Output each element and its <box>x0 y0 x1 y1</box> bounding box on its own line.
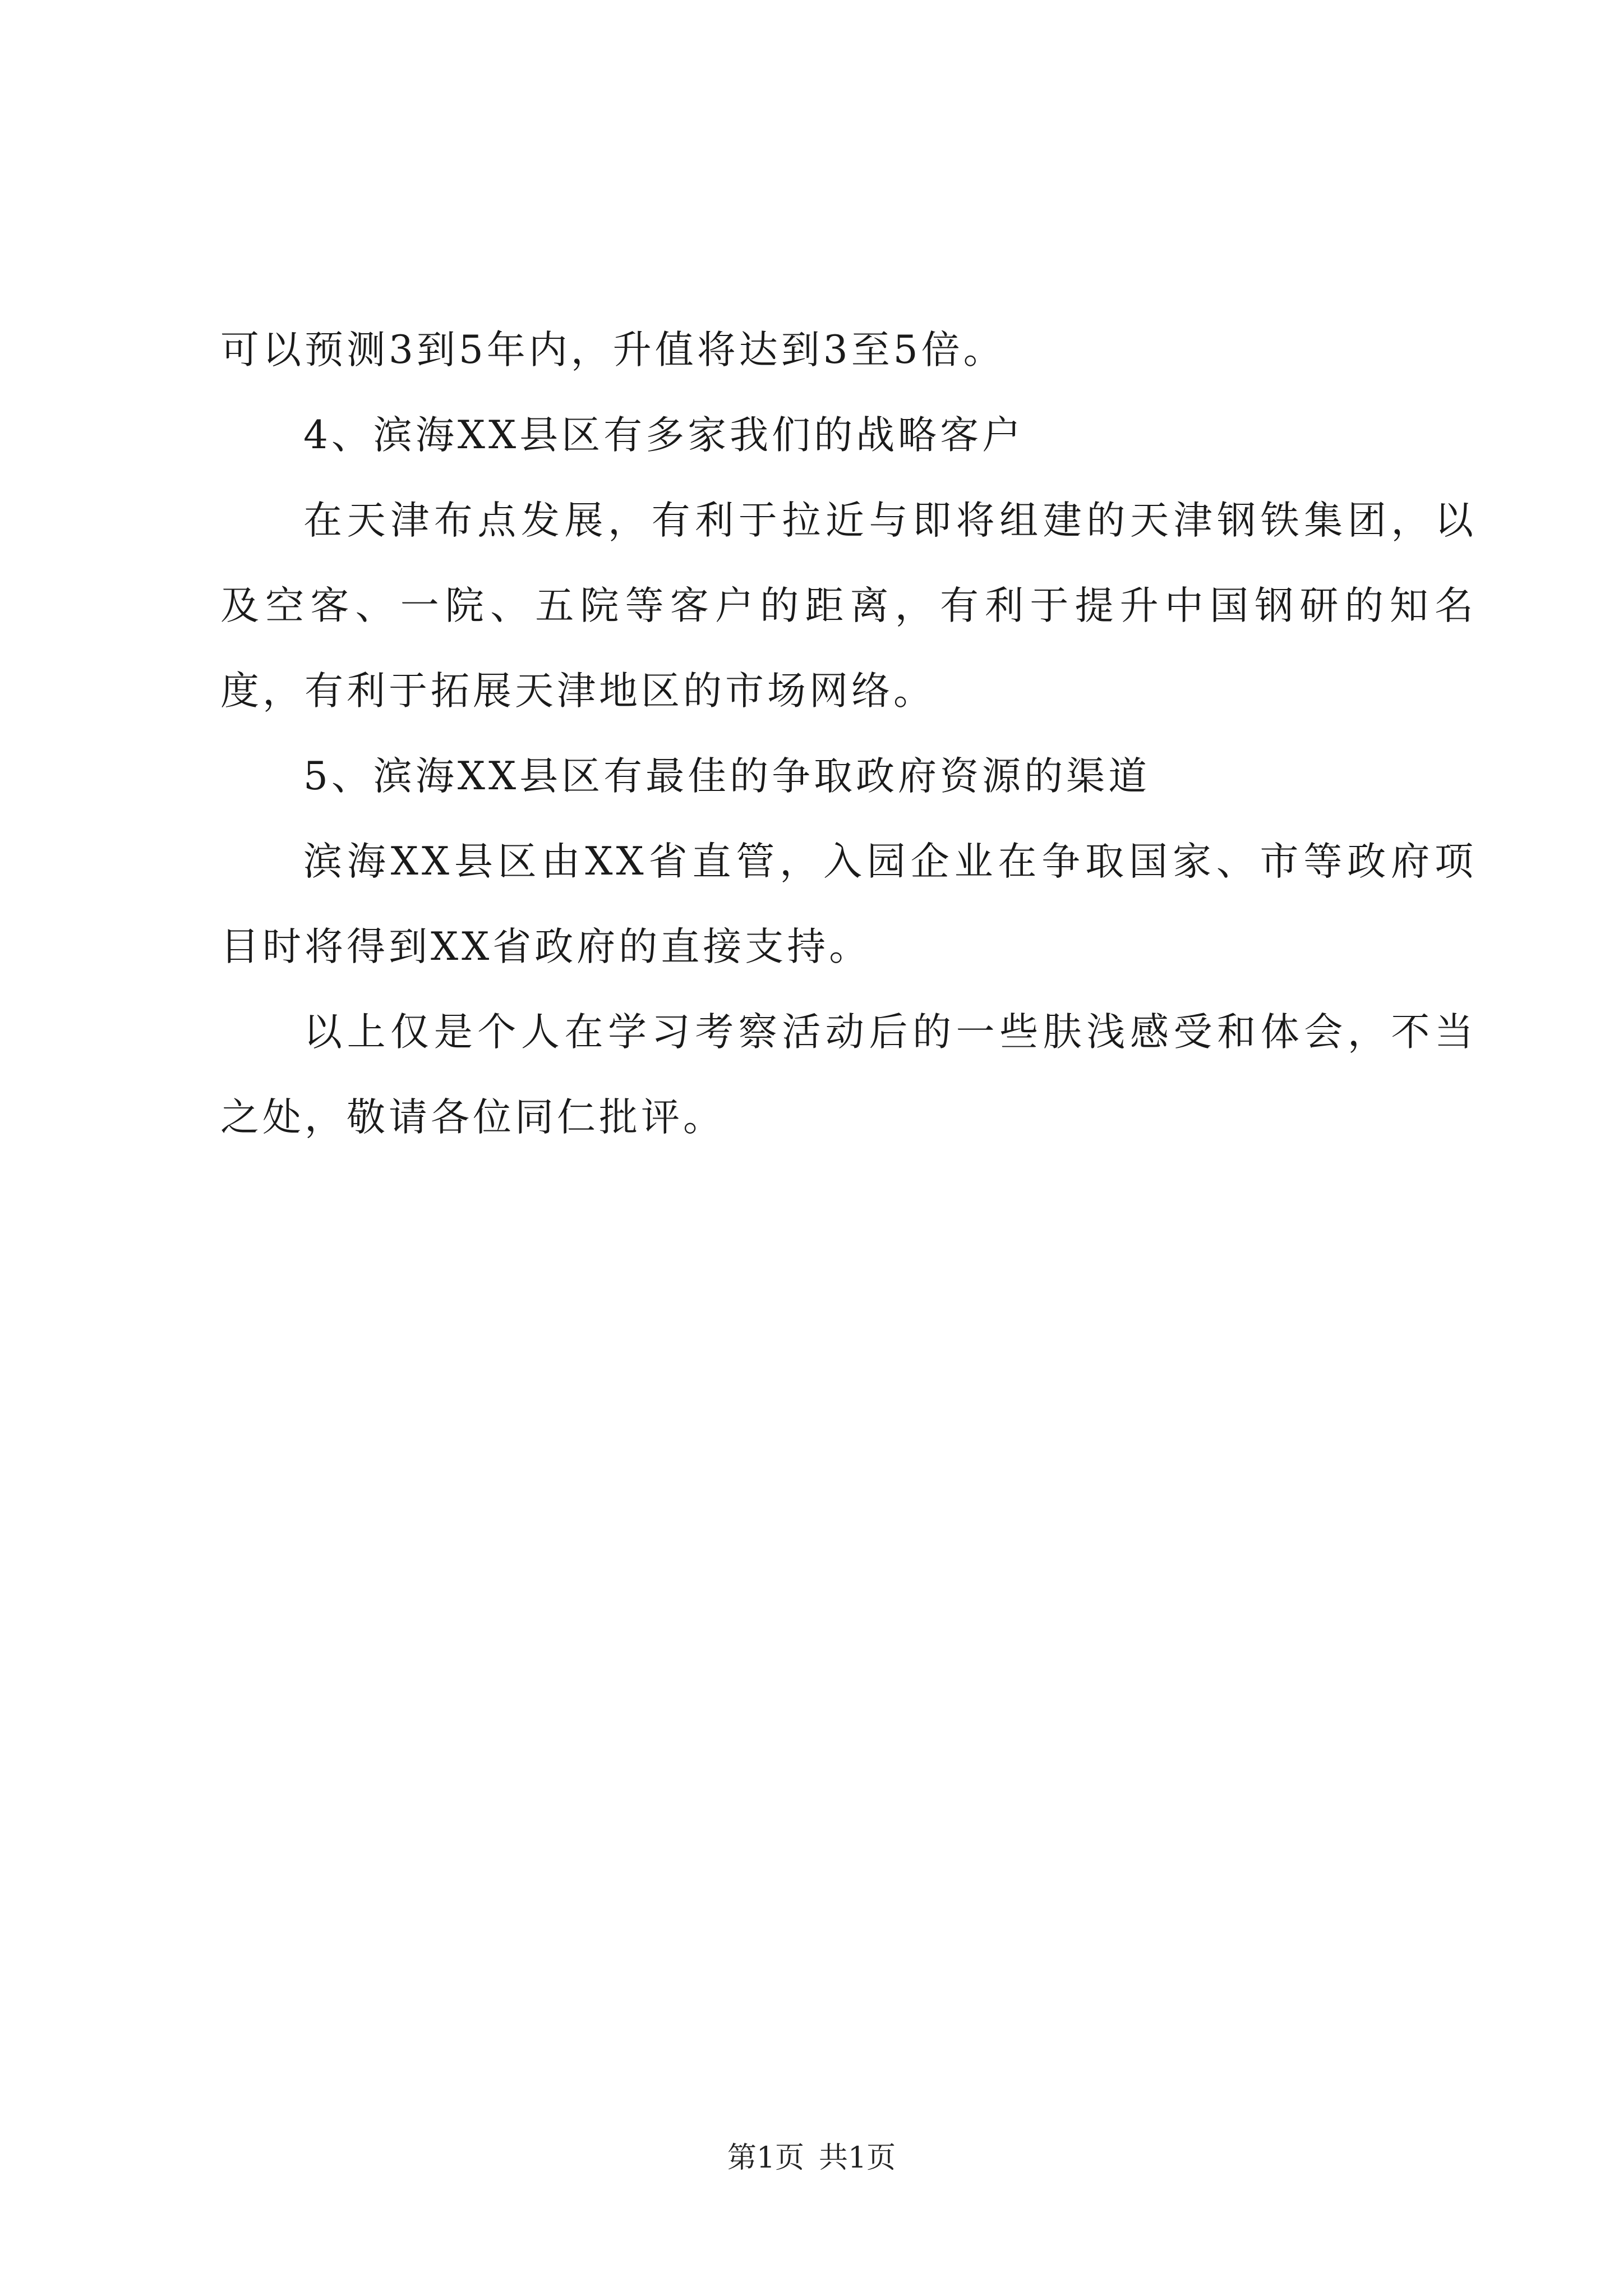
paragraph-point-5-body: 滨海XX县区由XX省直管，入园企业在争取国家、市等政府项目时将得到XX省政府的直接支持。 <box>220 839 1477 969</box>
page-footer <box>0 2138 1623 2178</box>
page-number: 第1页 <box>727 2141 804 2175</box>
paragraph-point-4-body: 在天津布点发展，有利于拉近与即将组建的天津钢铁集团，以及空客、一院、五院等客户的距离，有利于提升中国钢研的知名度，有利于拓展天津地区的市场网络。 <box>220 498 1477 714</box>
heading-point-4: 4、滨海XX县区有多家我们的战略客户 <box>303 413 1025 458</box>
paragraph-continuation: 可以预测3到5年内，升值将达到3至5倍。 <box>220 328 1006 372</box>
page-total: 共1页 <box>819 2141 896 2175</box>
paragraph-closing: 以上仅是个人在学习考察活动后的一些肤浅感受和体会，不当之处，敬请各位同仁批评。 <box>220 1010 1477 1140</box>
document-body <box>220 307 1477 1160</box>
heading-point-5: 5、滨海XX县区有最佳的争取政府资源的渠道 <box>303 754 1151 799</box>
